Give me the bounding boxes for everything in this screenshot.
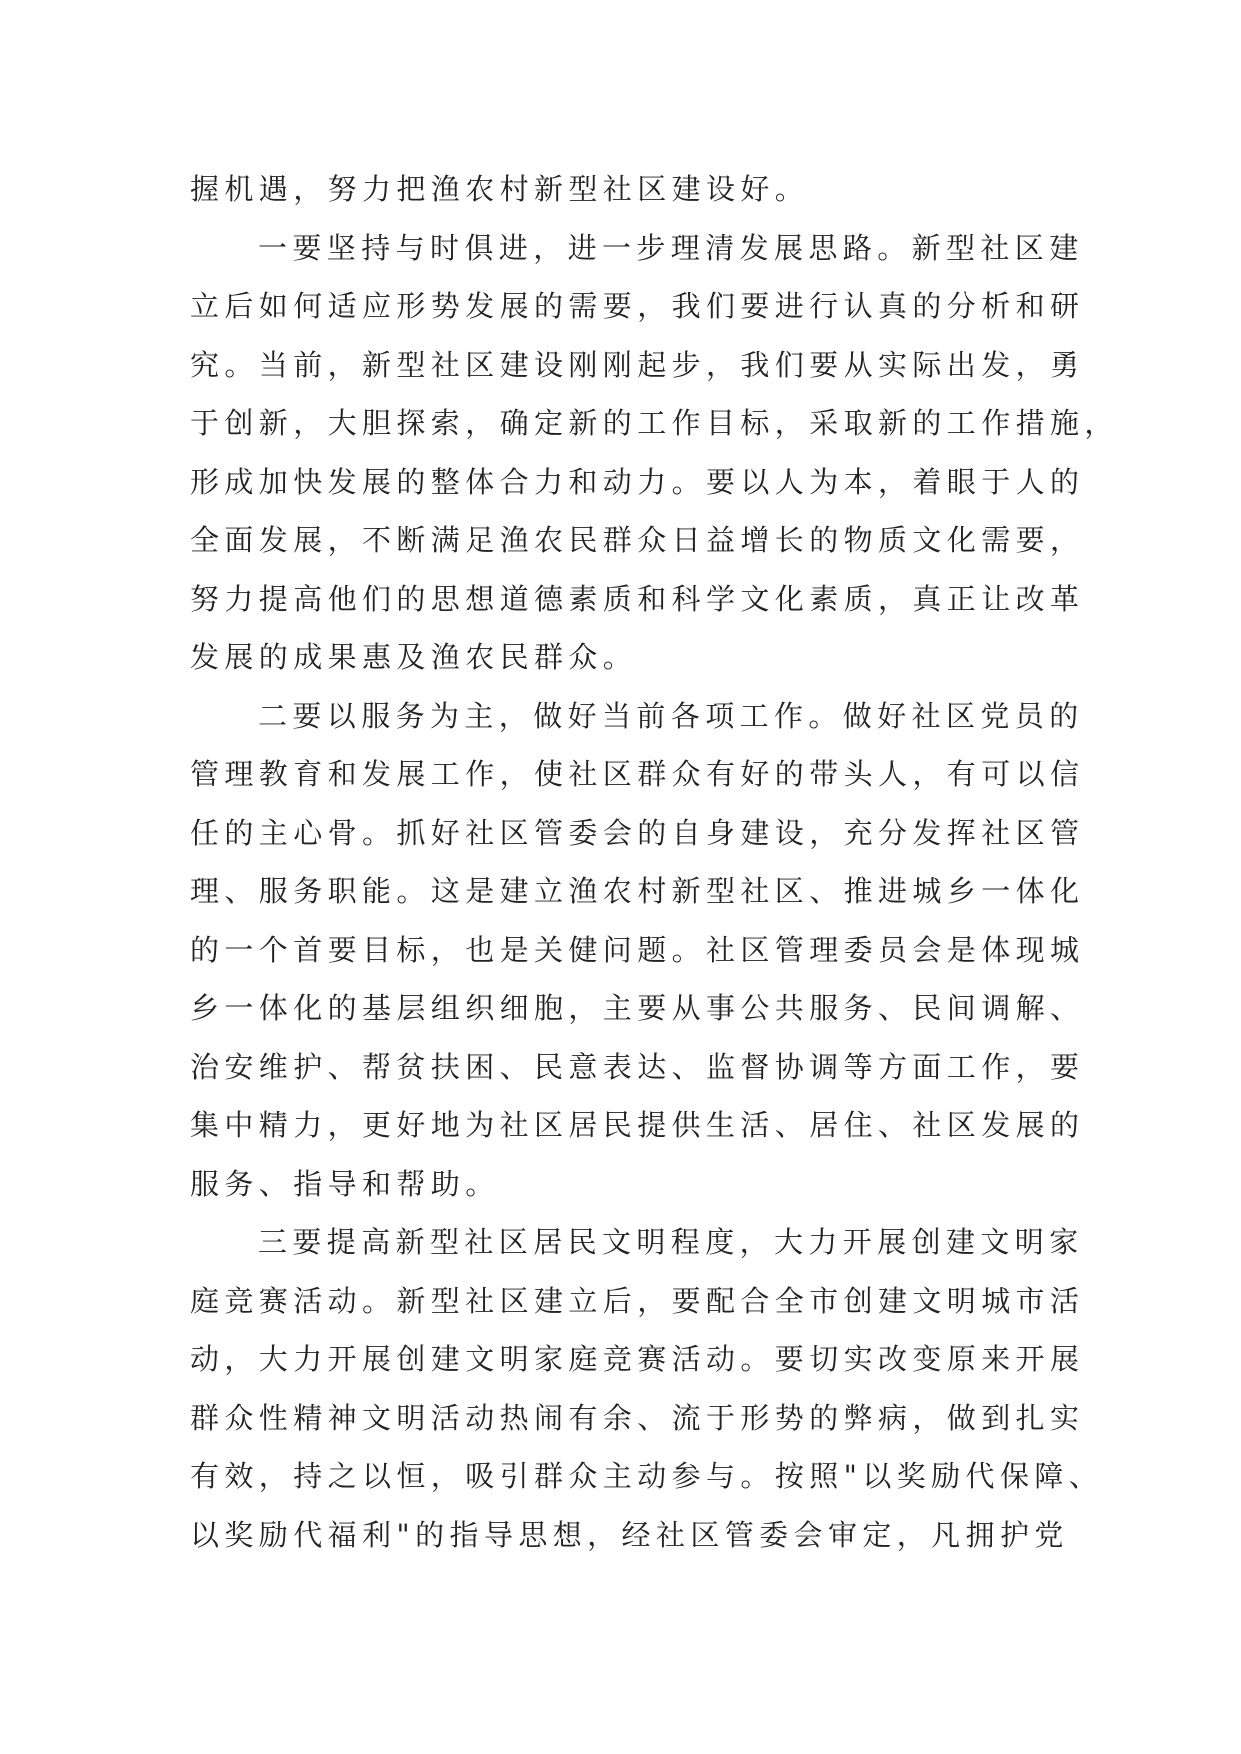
text-line: 的一个首要目标，也是关健问题。社区管理委员会是体现城 [190,932,1085,967]
text-line: 以奖励代福利"的指导思想，经社区管委会审定，凡拥护党 [190,1517,1069,1552]
text-line: 立后如何适应形势发展的需要，我们要进行认真的分析和研 [190,289,1085,323]
text-line: 动，大力开展创建文明家庭竞赛活动。要切实改变原来开展 [190,1342,1085,1376]
text-line: 庭竞赛活动。新型社区建立后，要配合全市创建文明城市活 [190,1283,1085,1318]
text-line: 治安维护、帮贫扶困、民意表达、监督协调等方面工作，要 [190,1049,1085,1084]
text-line: 服务、指导和帮助。 [190,1166,500,1201]
text-line: 理、服务职能。这是建立渔农村新型社区、推进城乡一体化 [190,874,1085,908]
text-line: 究。当前，新型社区建设刚刚起步，我们要从实际出发，勇 [190,347,1085,382]
text-line: 于创新，大胆探索，确定新的工作目标，采取新的工作措施， [190,406,1119,440]
text-line: 全面发展，不断满足渔农民群众日益增长的物质文化需要， [190,523,1085,557]
text-line: 握机遇，努力把渔农村新型社区建设好。 [190,172,810,206]
text-line: 形成加快发展的整体合力和动力。要以人为本，着眼于人的 [190,464,1085,499]
text-line: 发展的成果惠及渔农民群众。 [190,640,638,674]
text-line: 有效，持之以恒，吸引群众主动参与。按照"以奖励代保障、 [190,1459,1104,1493]
text-line: 集中精力，更好地为社区居民提供生活、居住、社区发展的 [190,1108,1085,1142]
text-line: 乡一体化的基层组织细胞，主要从事公共服务、民间调解、 [190,991,1085,1025]
paragraph-first-line: 二要以服务为主，做好当前各项工作。做好社区党员的 [258,698,1084,733]
text-line: 任的主心骨。抓好社区管委会的自身建设，充分发挥社区管 [190,815,1085,850]
document-body [190,160,1119,1564]
text-line: 群众性精神文明活动热闹有余、流于形势的弊病，做到扎实 [190,1400,1085,1435]
paragraph-first-line: 一要坚持与时俱进，进一步理清发展思路。新型社区建 [258,230,1084,265]
paragraph-first-line: 三要提高新型社区居民文明程度，大力开展创建文明家 [258,1225,1084,1259]
text-line: 管理教育和发展工作，使社区群众有好的带头人，有可以信 [190,757,1085,791]
text-line: 努力提高他们的思想道德素质和科学文化素质，真正让改革 [190,581,1085,616]
